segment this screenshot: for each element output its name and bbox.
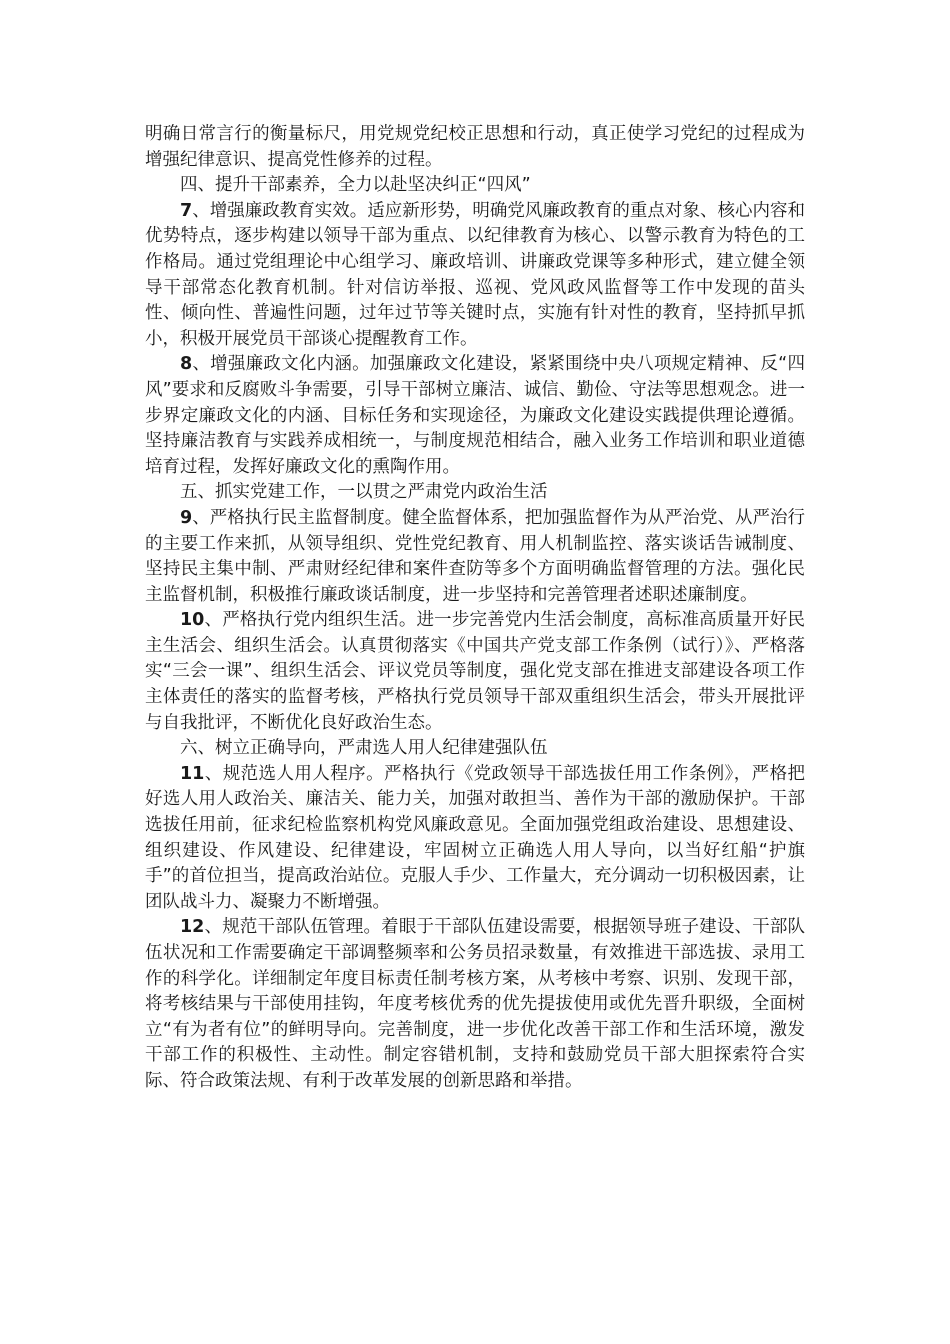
- paragraph-item-7: [145, 199, 805, 353]
- paragraph-text: 、增强廉政文化内涵。加强廉政文化建设，紧紧围绕中央八项规定精神、反“四风”要求和反腐败斗争需要，引导干部树立廉洁、诚信、勤俭、守法等思想观念。进一步界定廉政文化的内涵、目标任务和实现途径，为廉政文化建设实践提供理论遵循。坚持廉洁教育与实践养成相统一，与制度规范相结合，融入业务工作培训和职业道德培育过程，发挥好廉政文化的熏陶作用。: [145, 354, 805, 477]
- item-number: 10: [180, 610, 205, 631]
- heading-text: 四、提升干部素养，全力以赴坚决纠正“四风”: [180, 175, 531, 196]
- paragraph-item-11: [145, 762, 805, 916]
- paragraph-text: 明确日常言行的衡量标尺，用党规党纪校正思想和行动，真正使学习党纪的过程成为增强纪律意识、提高党性修养的过程。: [145, 124, 805, 170]
- section-heading-4: [145, 173, 805, 199]
- heading-text: 五、抓实党建工作，一以贯之严肃党内政治生活: [180, 482, 548, 503]
- section-heading-5: [145, 480, 805, 506]
- paragraph-text: 、严格执行民主监督制度。健全监督体系，把加强监督作为从严治党、从严治行的主要工作来抓，从领导组织、党性党纪教育、用人机制监控、落实谈话告诫制度、坚持民主集中制、严肃财经纪律和案件查防等多个方面明确监督管理的方法。强化民主监督机制，积极推行廉政谈话制度，进一步坚持和完善管理者述职述廉制度。: [145, 507, 805, 605]
- paragraph-item-10: [145, 608, 805, 736]
- heading-text: 六、树立正确导向，严肃选人用人纪律建强队伍: [180, 738, 548, 759]
- paragraph-text: 、规范选人用人程序。严格执行《党政领导干部选拔任用工作条例》，严格把好选人用人政治关、廉洁关、能力关，加强对敢担当、善作为干部的激励保护。干部选拔任用前，征求纪检监察机构党风廉政意见。全面加强党组政治建设、思想建设、组织建设、作风建设、纪律建设，牢固树立正确选人用人导向，以当好红船“护旗手”的首位担当，提高政治站位。克服人手少、工作量大，充分调动一切积极因素，让团队战斗力、凝聚力不断增强。: [145, 763, 805, 912]
- item-number: 11: [180, 763, 205, 784]
- document-page: [145, 122, 805, 1095]
- item-number: 7: [180, 200, 193, 221]
- section-heading-6: [145, 736, 805, 762]
- item-number: 8: [180, 354, 193, 375]
- item-number: 9: [180, 507, 193, 528]
- paragraph-item-8: [145, 352, 805, 480]
- paragraph-item-12: [145, 915, 805, 1094]
- paragraph-text: 、严格执行党内组织生活。进一步完善党内生活会制度，高标准高质量开好民主生活会、组织生活会。认真贯彻落实《中国共产党支部工作条例（试行）》、严格落实“三会一课”、组织生活会、评议党员等制度，强化党支部在推进支部建设各项工作主体责任的落实的监督考核，严格执行党员领导干部双重组织生活会，带头开展批评与自我批评，不断优化良好政治生态。: [145, 610, 805, 733]
- item-number: 12: [180, 917, 205, 938]
- paragraph-item-9: [145, 506, 805, 608]
- paragraph-continuation: [145, 122, 805, 173]
- paragraph-text: 、规范干部队伍管理。着眼于干部队伍建设需要，根据领导班子建设、干部队伍状况和工作需要确定干部调整频率和公务员招录数量，有效推进干部选拔、录用工作的科学化。详细制定年度目标责任制考核方案，从考核中考察、识别、发现干部，将考核结果与干部使用挂钩，年度考核优秀的优先提拔使用或优先晋升职级，全面树立“有为者有位”的鲜明导向。完善制度，进一步优化改善干部工作和生活环境，激发干部工作的积极性、主动性。制定容错机制，支持和鼓励党员干部大胆探索符合实际、符合政策法规、有利于改革发展的创新思路和举措。: [145, 917, 805, 1091]
- paragraph-text: 、增强廉政教育实效。适应新形势，明确党风廉政教育的重点对象、核心内容和优势特点，逐步构建以领导干部为重点、以纪律教育为核心、以警示教育为特色的工作格局。通过党组理论中心组学习、廉政培训、讲廉政党课等多种形式，建立健全领导干部常态化教育机制。针对信访举报、巡视、党风政风监督等工作中发现的苗头性、倾向性、普遍性问题，过年过节等关键时点，实施有针对性的教育，坚持抓早抓小，积极开展党员干部谈心提醒教育工作。: [145, 200, 805, 349]
